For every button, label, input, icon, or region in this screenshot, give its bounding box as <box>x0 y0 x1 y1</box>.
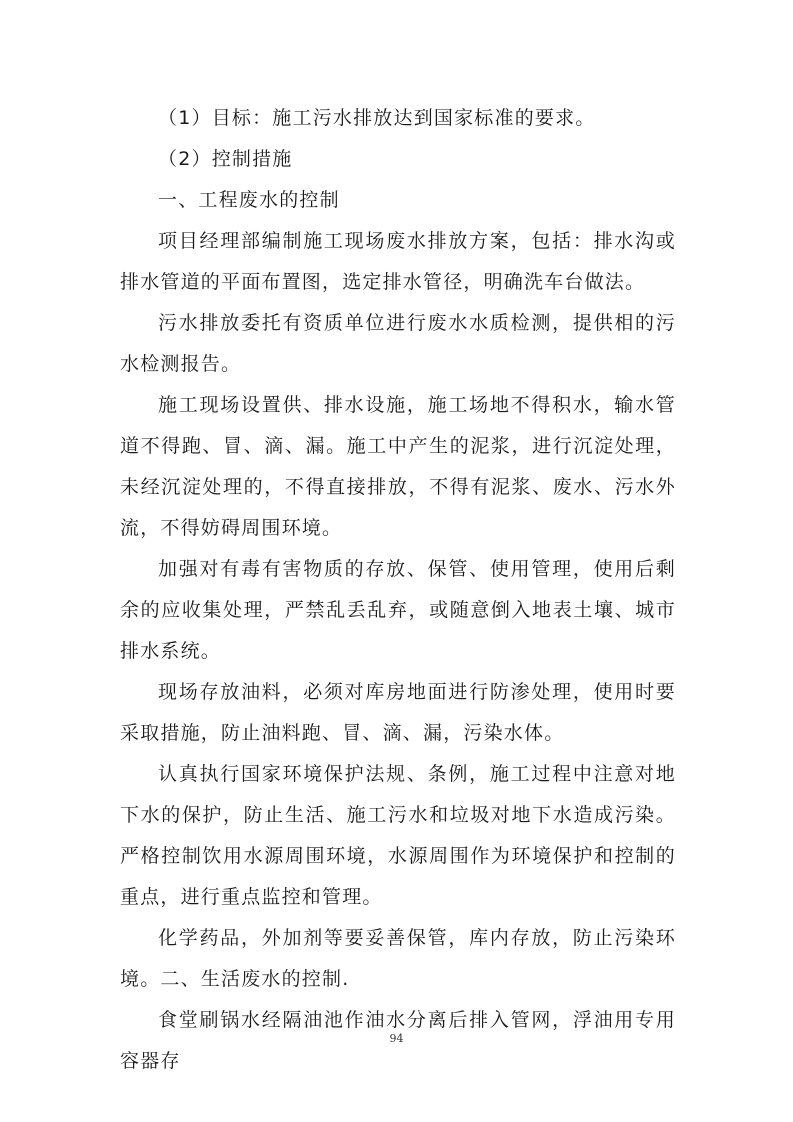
paragraph-hazardous-materials: 加强对有毒有害物质的存放、保管、使用管理，使用后剩余的应收集处理，严禁乱丢乱弃，或随意倒入地表土壤、城市排水系统。 <box>120 558 676 662</box>
paragraph-groundwater-protection: 认真执行国家环境保护法规、条例，施工过程中注意对地下水的保护，防止生活、施工污水和垃圾对地下水造成污染。严格控制饮用水源周围环境，水源周围作为环境保护和控制的重点，进行重点监控和管理。 <box>120 763 676 908</box>
section-heading-construction-wastewater: 一、工程废水的控制 <box>158 189 340 211</box>
paragraph-site-drainage: 施工现场设置供、排水设施，施工场地不得积水，输水管道不得跑、冒、滴、漏。施工中产生的泥浆，进行沉淀处理，未经沉淀处理的，不得直接排放，不得有泥浆、废水、污水外流，不得妨碍周围环境。 <box>120 394 676 539</box>
paragraph-goal: （1）目标：施工污水排放达到国家标准的要求。 <box>158 107 596 129</box>
paragraph-kitchen-wastewater: 食堂刷锅水经隔油池作油水分离后排入管网，浮油用专用容器存 <box>120 1009 676 1072</box>
paragraph-chemicals: 化学药品，外加剂等要妥善保管，库内存放，防止污染环境。二、生活废水的控制. <box>120 927 676 990</box>
page-number: 94 <box>389 1032 404 1045</box>
paragraph-water-testing: 污水排放委托有资质单位进行废水水质检测，提供相的污水检测报告。 <box>120 312 676 375</box>
paragraph-drainage-plan: 项目经理部编制施工现场废水排放方案，包括：排水沟或排水管道的平面布置图，选定排水管径，明确洗车台做法。 <box>120 230 676 293</box>
paragraph-oil-storage: 现场存放油料，必须对库房地面进行防渗处理，使用时要采取措施，防止油料跑、冒、滴、漏，污染水体。 <box>120 681 676 744</box>
document-body <box>120 98 676 1082</box>
paragraph-control-measures: （2）控制措施 <box>158 148 293 170</box>
